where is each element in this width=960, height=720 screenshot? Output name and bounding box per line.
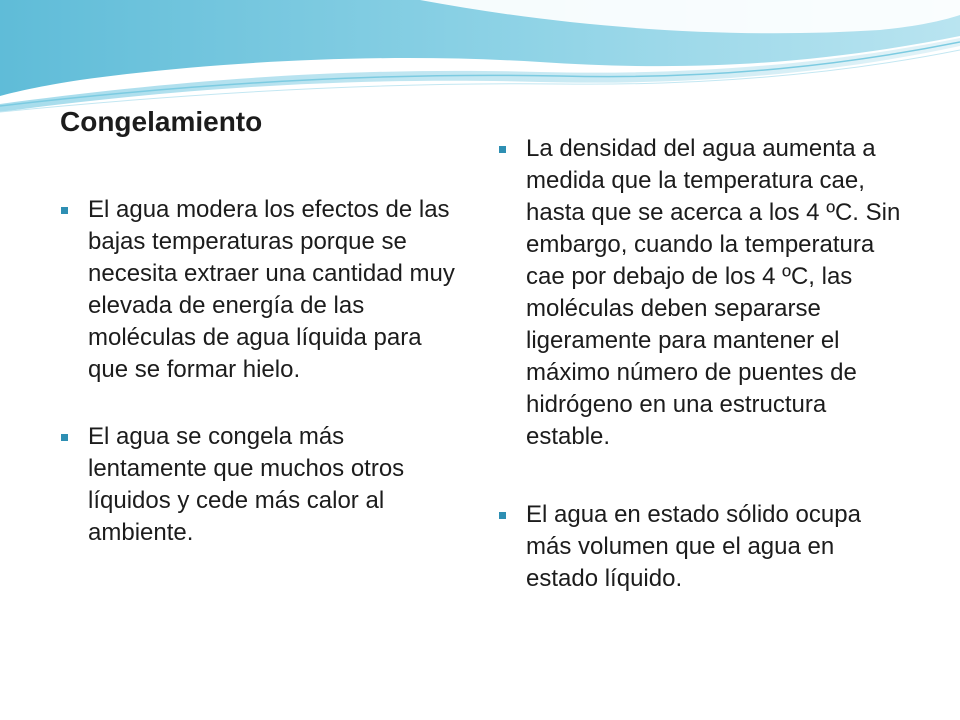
square-bullet-icon (61, 207, 68, 214)
list-item (60, 421, 460, 549)
bullet-text: El agua se congela más lentamente que muchos otros líquidos y cede más calor al ambiente. (88, 423, 405, 546)
list-item (498, 499, 908, 595)
bullet-text: El agua en estado sólido ocupa más volumen que el agua en estado líquido. (526, 501, 861, 592)
wave-header-decoration (0, 0, 960, 120)
list-item (60, 194, 460, 386)
bullet-text: El agua modera los efectos de las bajas temperaturas porque se necesita extraer una cantidad muy elevada de energía de las moléculas de agua líquida para que se formar hielo. (88, 196, 455, 383)
list-item (498, 133, 908, 453)
left-bullet-list (60, 194, 460, 584)
square-bullet-icon (499, 512, 506, 519)
square-bullet-icon (61, 434, 68, 441)
bullet-text: La densidad del agua aumenta a medida que la temperatura cae, hasta que se acerca a los 4 ºC. Sin embargo, cuando la temperatura cae por debajo de los 4 ºC, las moléculas deben separarse ligeramente para mantener el máximo número de puentes de hidrógeno en una estructura estable. (526, 135, 901, 450)
square-bullet-icon (499, 146, 506, 153)
slide-title: Congelamiento (60, 106, 263, 137)
right-bullet-list (498, 133, 908, 641)
